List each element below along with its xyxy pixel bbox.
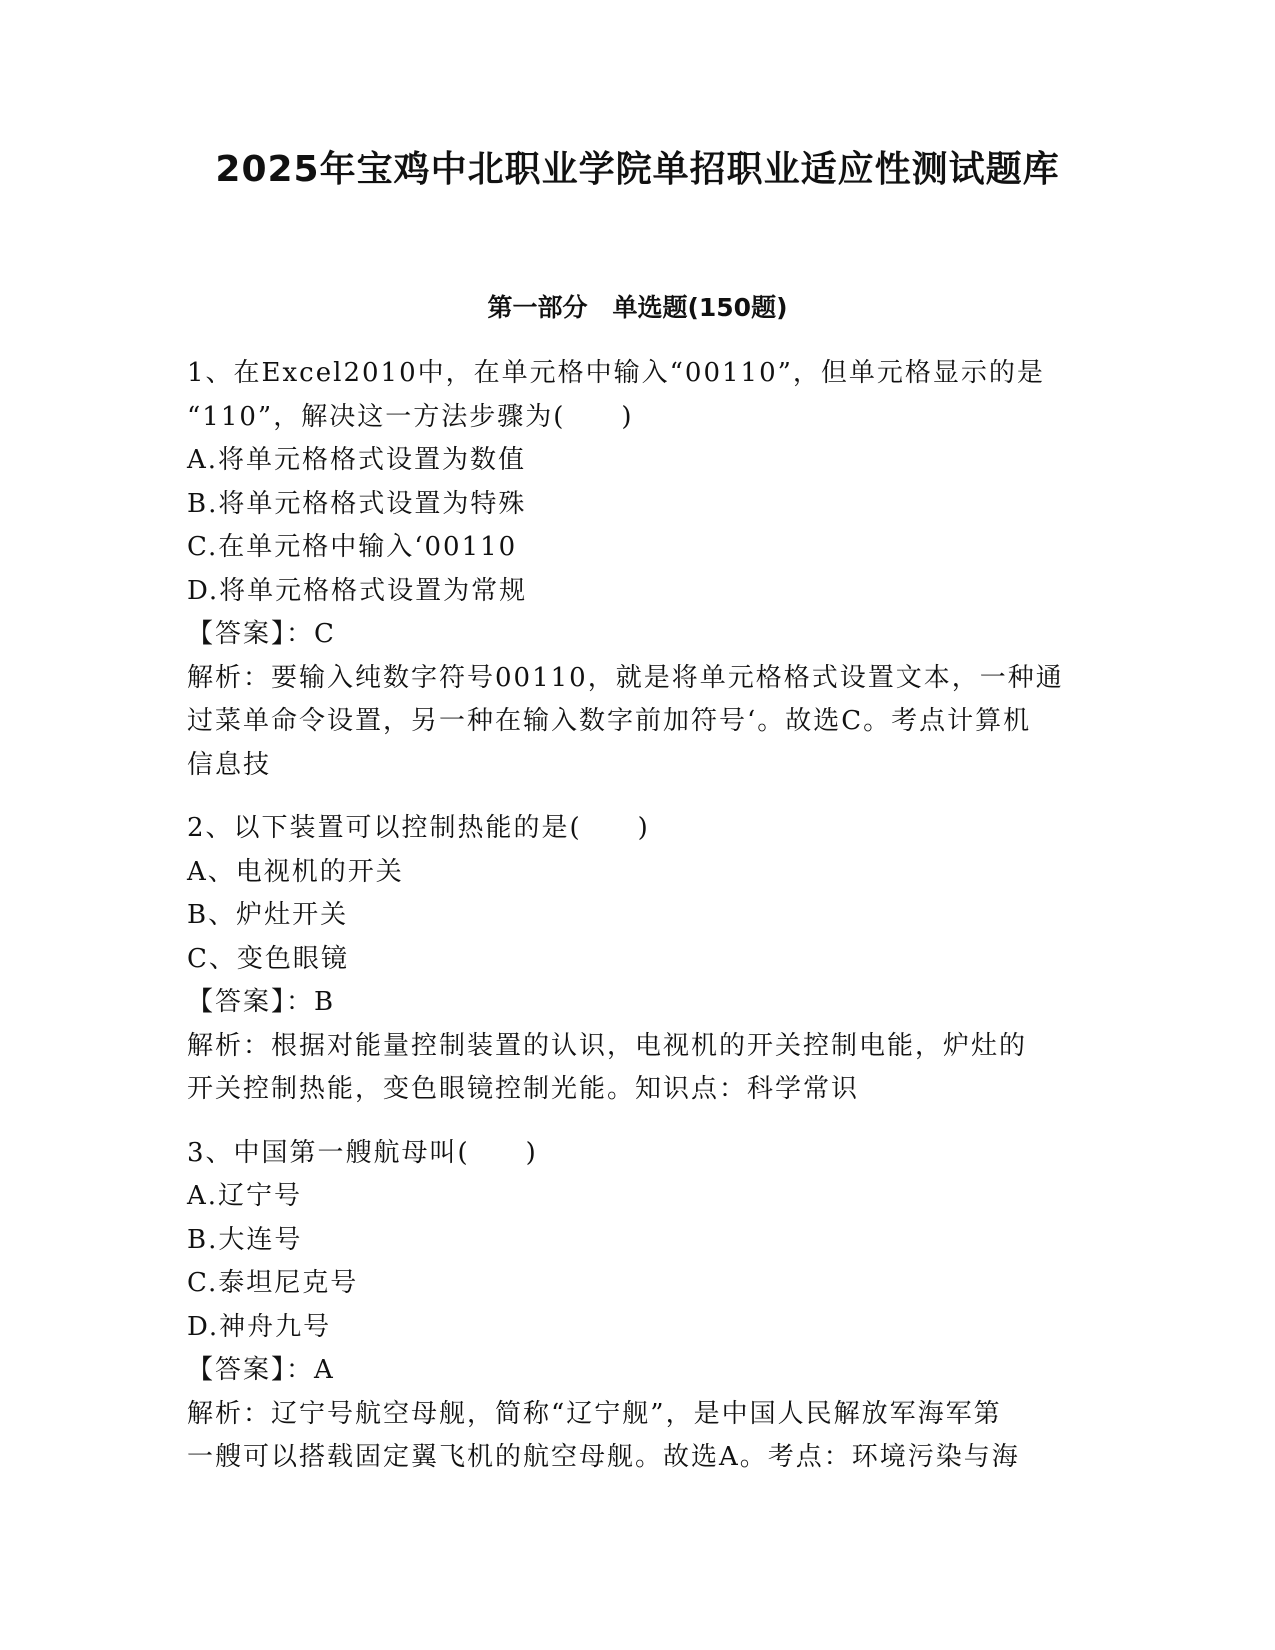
- option-b: B.大连号: [187, 1224, 303, 1255]
- analysis-line: 信息技: [187, 749, 272, 780]
- question-3: [187, 1132, 1087, 1480]
- answer: 【答案】：A: [187, 1355, 335, 1385]
- option-a: A、电视机的开关: [187, 856, 404, 887]
- question-1: [187, 352, 1087, 787]
- option-d: D.神舟九号: [187, 1311, 332, 1342]
- option-b: B.将单元格格式设置为特殊: [187, 488, 527, 519]
- option-a: A.将单元格格式设置为数值: [187, 445, 527, 475]
- question-2: [187, 807, 1087, 1112]
- analysis-line: 解析：辽宁号航空母舰，简称“辽宁舰”，是中国人民解放军海军第: [187, 1398, 1002, 1429]
- answer: 【答案】：B: [187, 987, 336, 1017]
- analysis-line: 开关控制热能，变色眼镜控制光能。知识点：科学常识: [187, 1074, 860, 1104]
- option-a: A.辽宁号: [187, 1181, 303, 1211]
- analysis-line: 一艘可以搭载固定翼飞机的航空母舰。故选A。考点：环境污染与海: [187, 1442, 1020, 1472]
- option-d: D.将单元格格式设置为常规: [187, 575, 528, 606]
- question-stem-line: 3、中国第一艘航母叫( ): [187, 1137, 538, 1168]
- question-list: [187, 352, 1087, 1500]
- document-title: 2025年宝鸡中北职业学院单招职业适应性测试题库: [215, 149, 1060, 190]
- analysis-line: 过菜单命令设置，另一种在输入数字前加符号‘。故选C。考点计算机: [187, 706, 1032, 736]
- option-c: C.在单元格中输入‘00110: [187, 532, 518, 562]
- question-stem-line: 2、以下装置可以控制热能的是( ): [187, 813, 650, 843]
- option-c: C、变色眼镜: [187, 943, 349, 974]
- question-stem-line: “110”，解决这一方法步骤为( ): [187, 401, 634, 432]
- option-c: C.泰坦尼克号: [187, 1268, 359, 1298]
- analysis-line: 解析：根据对能量控制装置的认识，电视机的开关控制电能，炉灶的: [187, 1030, 1028, 1061]
- section-title: 第一部分 单选题(150题): [487, 293, 788, 322]
- question-stem-line: 1、在Excel2010中，在单元格中输入“00110”，但单元格显示的是: [187, 358, 1045, 388]
- option-b: B、炉灶开关: [187, 900, 349, 930]
- analysis-line: 解析：要输入纯数字符号00110，就是将单元格格式设置文本，一种通: [187, 662, 1064, 693]
- answer: 【答案】：C: [187, 619, 336, 649]
